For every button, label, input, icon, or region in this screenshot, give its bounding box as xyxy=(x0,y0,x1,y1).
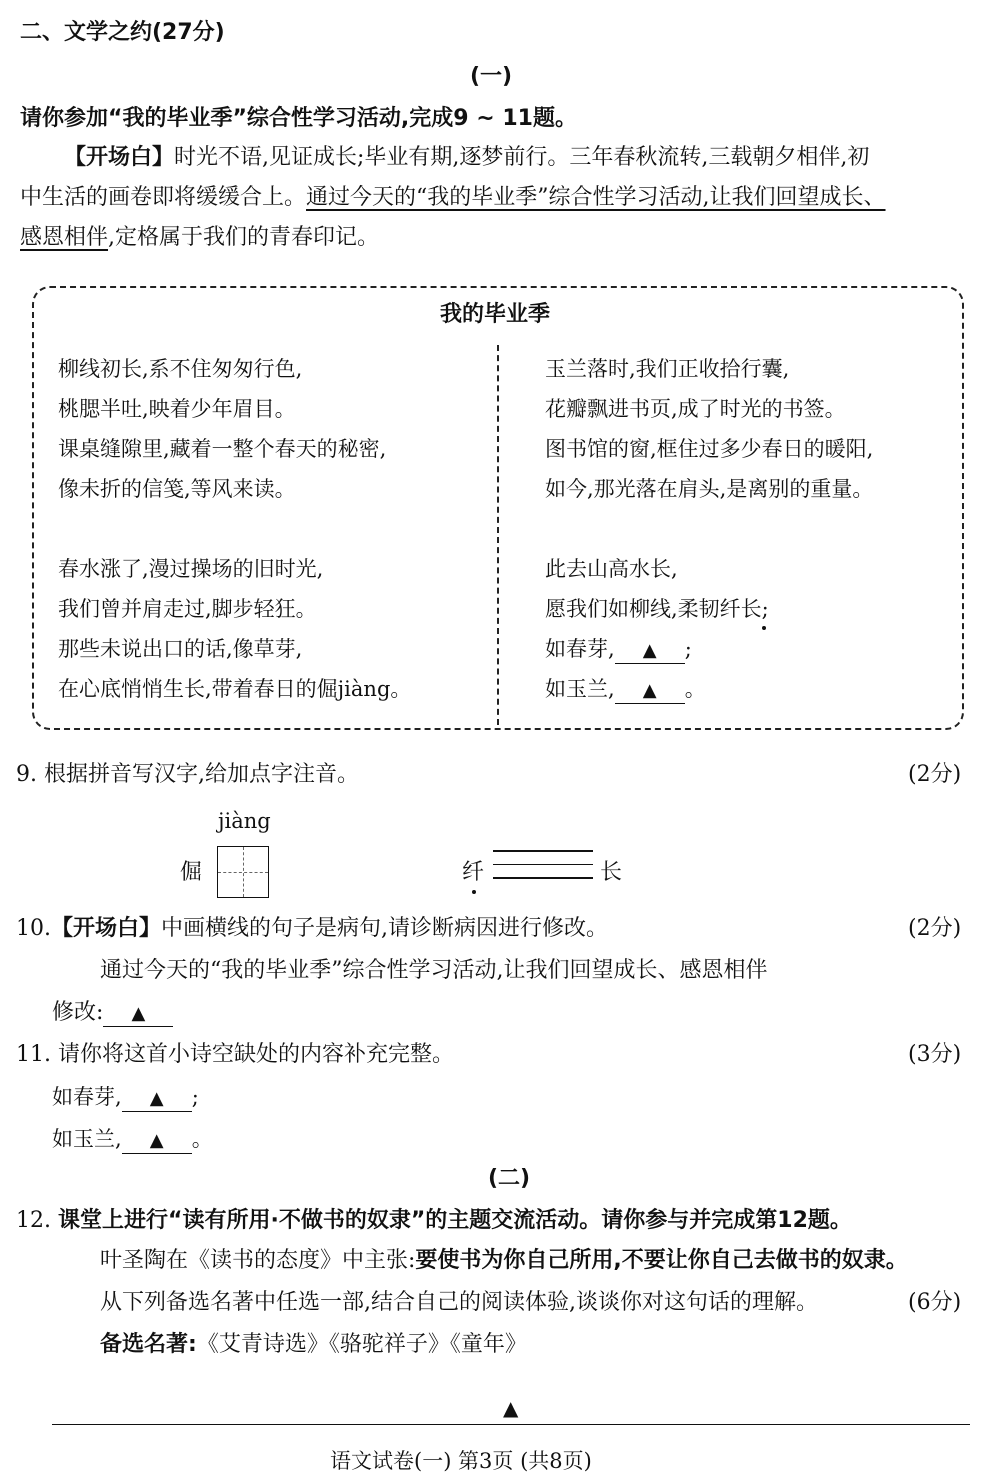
q9-char-jue: 倔 xyxy=(180,860,203,885)
q12-answer-mark: ▲ xyxy=(503,1396,519,1420)
q12-number: 12. xyxy=(16,1208,51,1233)
q9-pinyin-lines[interactable] xyxy=(493,850,593,894)
poem-left-line: 像未折的信笺,等风来读。 xyxy=(58,477,296,501)
q12-quote-lead: 叶圣陶在《读书的态度》中主张: xyxy=(100,1248,416,1273)
opening-text-a: 时光不语,见证成长;毕业有期,逐梦前行。三年春秋流转,三载朝夕相伴,初 xyxy=(174,145,870,170)
part-one-label: (一) xyxy=(470,64,513,89)
opening-underlined-b: 感恩相伴 xyxy=(20,225,109,250)
poem-left-line: 那些未说出口的话,像草芽, xyxy=(58,637,303,661)
poem-left-line: 桃腮半吐,映着少年眉目。 xyxy=(58,397,296,421)
opening-text-c: ,定格属于我们的青春印记。 xyxy=(108,225,380,250)
punct: 。 xyxy=(191,1127,213,1151)
punct: ; xyxy=(684,637,692,661)
q11-score: (3分) xyxy=(908,1042,962,1067)
q11-line-2 xyxy=(52,1124,213,1154)
poem-right-line: 愿我们如柳线,柔韧纤长; xyxy=(545,597,769,621)
q10-text xyxy=(16,914,608,944)
section-title: 二、文学之约(27分) xyxy=(20,20,225,45)
q12-books xyxy=(100,1330,527,1360)
q10-answer-blank[interactable]: ▲ xyxy=(103,1002,173,1027)
q10-fix xyxy=(52,998,173,1028)
q11-text: 11. 请你将这首小诗空缺处的内容补充完整。 xyxy=(16,1042,454,1067)
q10-prompt: 中画横线的句子是病句,请诊断病因进行修改。 xyxy=(161,916,609,941)
emphasis-dot xyxy=(762,626,766,630)
poem-right-line: 花瓣飘进书页,成了时光的书签。 xyxy=(545,397,846,421)
q10-number: 10. xyxy=(16,916,51,941)
poem-answer-blank-1[interactable]: ▲ xyxy=(615,639,685,664)
q12-score: (6分) xyxy=(908,1290,962,1315)
q12-books-list: 《艾青诗选》《骆驼祥子》《童年》 xyxy=(196,1332,527,1357)
opening-underlined-a: 通过今天的“我的毕业季”综合性学习活动,让我们回望成长、 xyxy=(306,185,886,210)
opening-paragraph xyxy=(20,138,970,258)
poem-answer-blank-2[interactable]: ▲ xyxy=(615,679,685,704)
poem-right-line: 玉兰落时,我们正收拾行囊, xyxy=(545,357,790,381)
opening-tag: 【开场白】 xyxy=(64,145,175,170)
q10-score: (2分) xyxy=(908,916,962,941)
poem-divider xyxy=(497,345,499,725)
poem-left-line: 柳线初长,系不住匆匆行色, xyxy=(58,357,303,381)
poem-blank-line-2 xyxy=(545,674,706,704)
part-two-label: (二) xyxy=(488,1166,531,1191)
poem-left-line: 我们曾并肩走过,脚步轻狂。 xyxy=(58,597,317,621)
emphasis-dot xyxy=(472,890,476,894)
poem-blank-line-1 xyxy=(545,634,692,664)
q9-char-xian: 纤 xyxy=(462,860,485,885)
q11-line-1 xyxy=(52,1082,199,1112)
poem-title: 我的毕业季 xyxy=(440,302,551,327)
punct: 。 xyxy=(684,677,706,701)
q9-score: (2分) xyxy=(908,762,962,787)
q9-text: 9. 根据拼音写汉字,给加点字注音。 xyxy=(16,762,359,787)
q11-answer-blank-1[interactable]: ▲ xyxy=(122,1087,192,1112)
q11-line-label: 如春芽, xyxy=(52,1085,122,1109)
q12-books-label: 备选名著: xyxy=(100,1332,197,1357)
poem-right-line: 此去山高水长, xyxy=(545,557,678,581)
q12-task: 从下列备选名著中任选一部,结合自己的阅读体验,谈谈你对这句话的理解。 xyxy=(100,1290,818,1315)
opening-text-b: 中生活的画卷即将缓缓合上。 xyxy=(20,185,307,210)
q12-quote-body: 要使书为你自己所用,不要让你自己去做书的奴隶。 xyxy=(415,1248,908,1273)
q9-char-chang: 长 xyxy=(600,860,623,885)
q9-pinyin: jiàng xyxy=(218,809,271,833)
poem-right-line: 如春芽, xyxy=(545,637,615,661)
q12-prompt: 课堂上进行“读有所用·不做书的奴隶”的主题交流活动。请你参与并完成第12题。 xyxy=(58,1208,852,1233)
poem-right-line: 如今,那光落在肩头,是离别的重量。 xyxy=(545,477,874,501)
q12-text xyxy=(16,1206,852,1236)
q9-writing-grid[interactable] xyxy=(217,846,269,898)
poem-right-line: 图书馆的窗,框住过多少春日的暖阳, xyxy=(545,437,874,461)
q10-fix-label: 修改: xyxy=(52,1000,104,1025)
poem-left-line: 春水涨了,漫过操场的旧时光, xyxy=(58,557,324,581)
poem-right-line: 如玉兰, xyxy=(545,677,615,701)
q12-quote xyxy=(100,1246,908,1276)
poem-left-line: 在心底悄悄生长,带着春日的倔jiàng。 xyxy=(58,677,412,701)
q10-tag: 【开场白】 xyxy=(51,916,162,941)
q10-sentence: 通过今天的“我的毕业季”综合性学习活动,让我们回望成长、感恩相伴 xyxy=(100,958,768,983)
poem-left-line: 课桌缝隙里,藏着一整个春天的秘密, xyxy=(58,437,387,461)
q11-answer-blank-2[interactable]: ▲ xyxy=(122,1129,192,1154)
punct: ; xyxy=(191,1085,199,1109)
intro-instruction: 请你参加“我的毕业季”综合性学习活动,完成9 ~ 11题。 xyxy=(20,106,577,131)
page-footer: 语文试卷(一) 第3页 (共8页) xyxy=(330,1449,592,1473)
q11-line-label: 如玉兰, xyxy=(52,1127,122,1151)
q12-answer-line[interactable] xyxy=(52,1424,970,1425)
